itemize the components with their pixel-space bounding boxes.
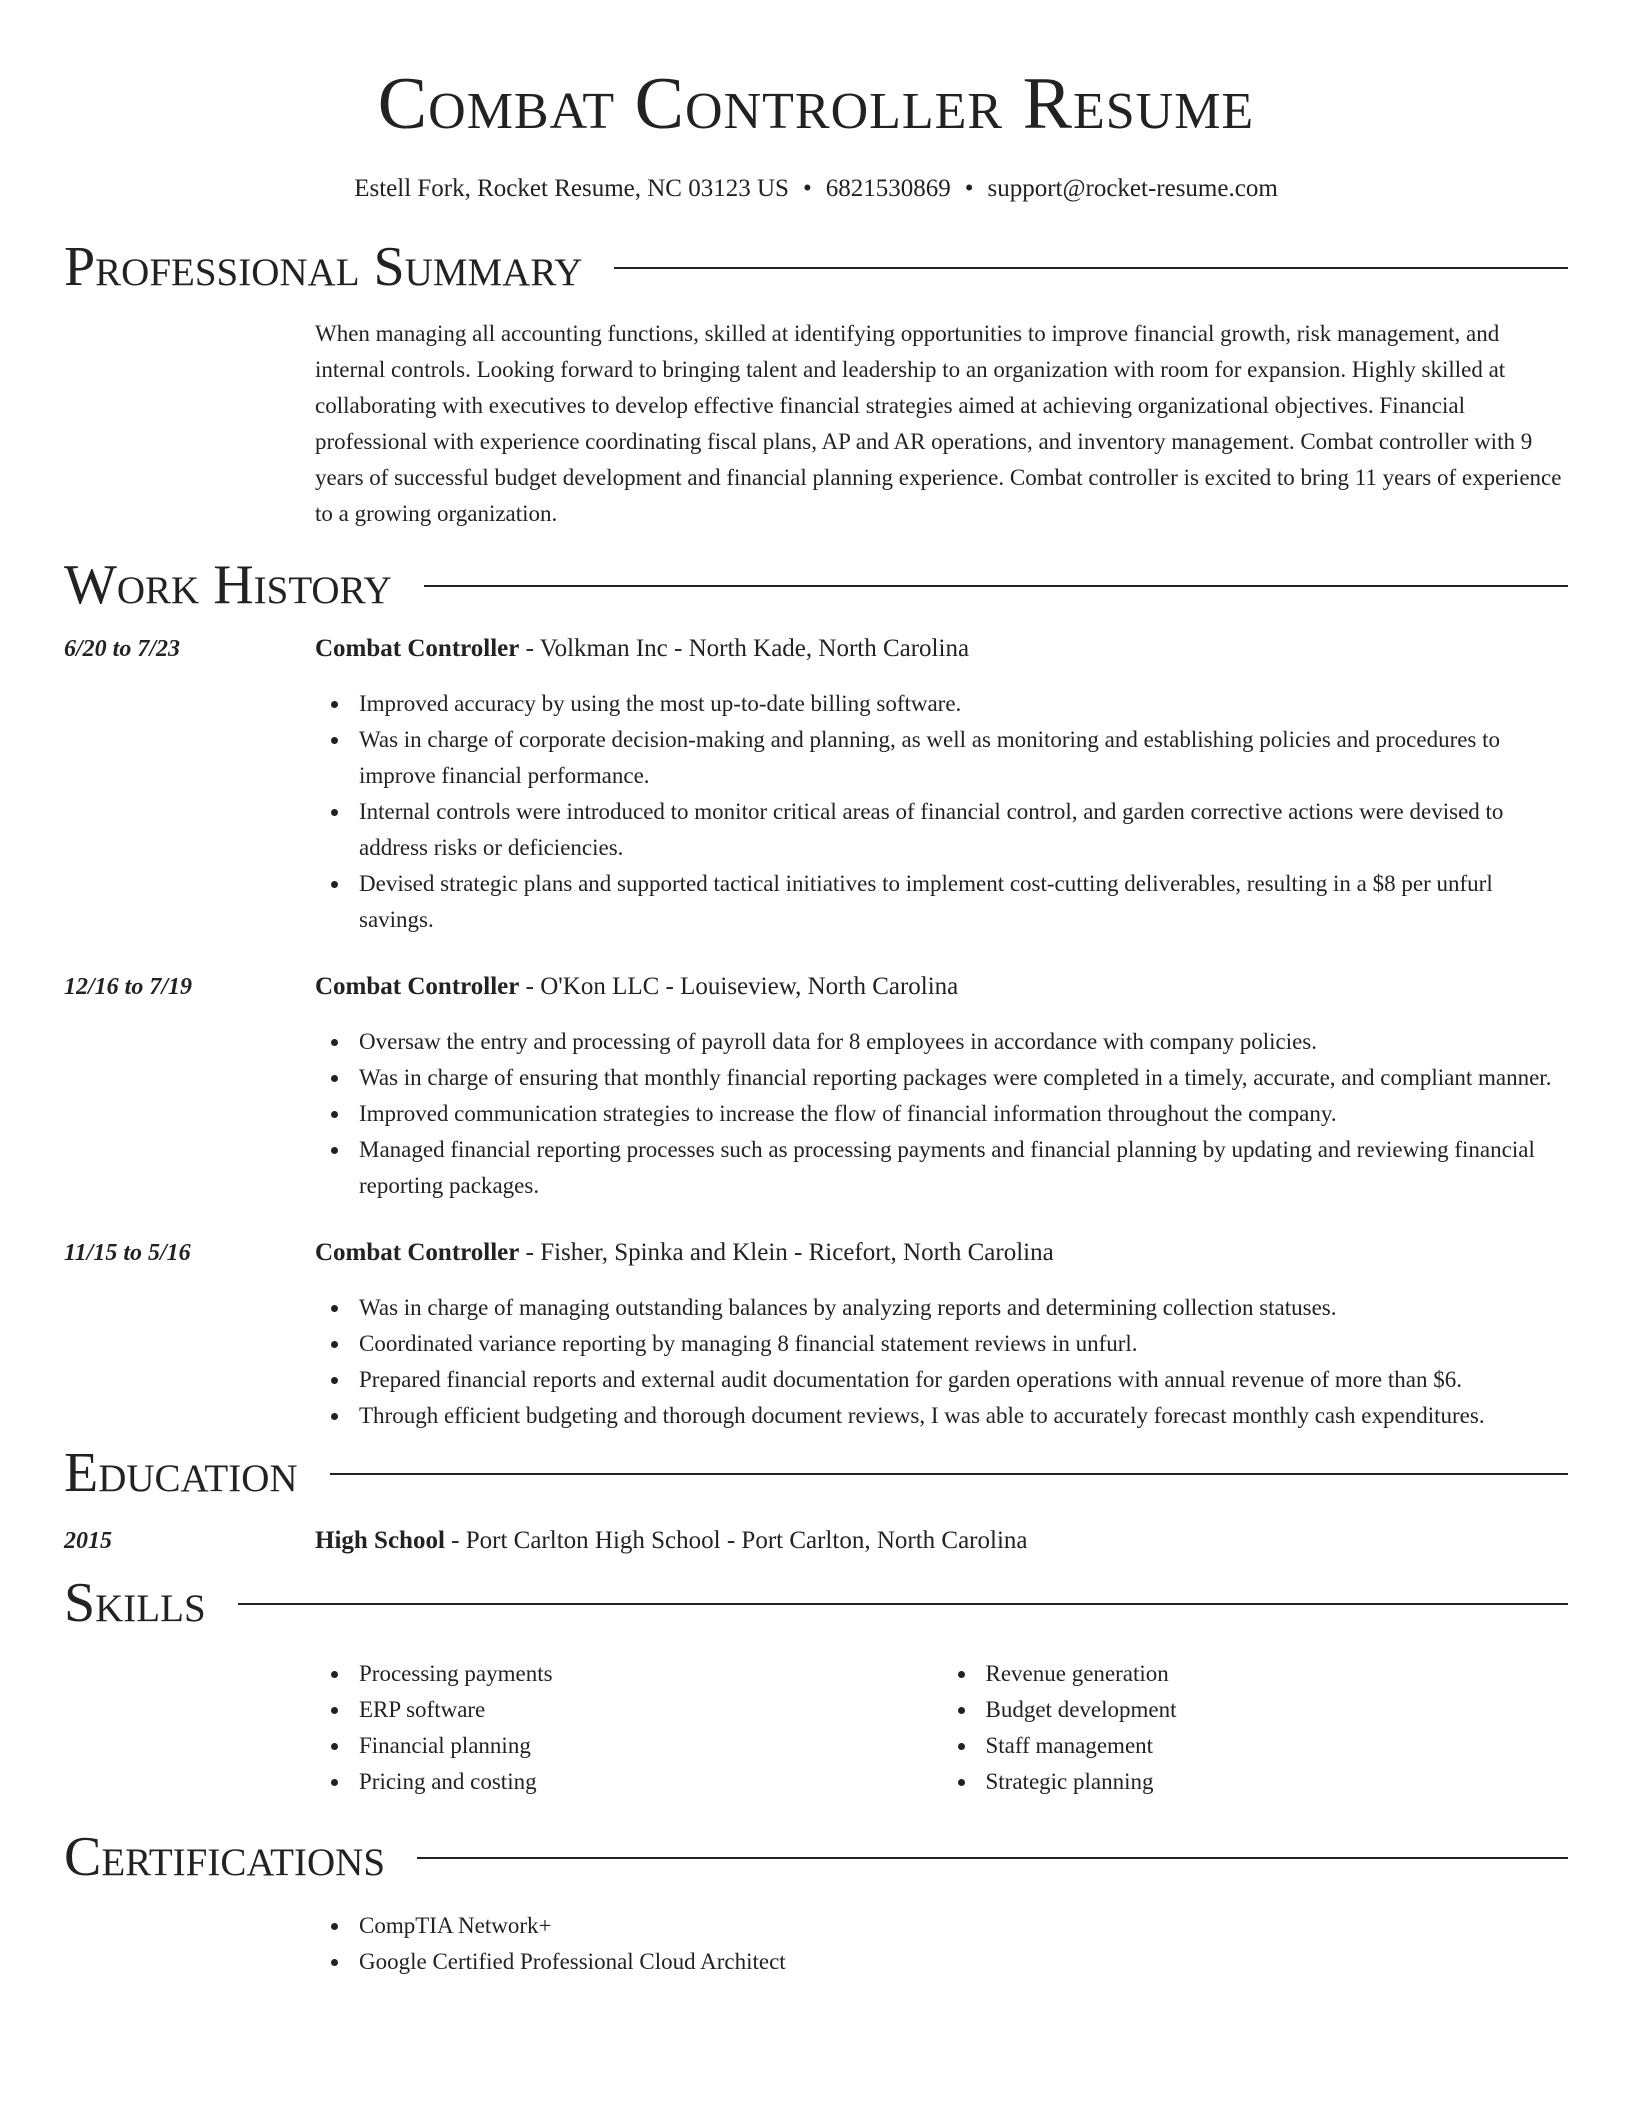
job-bullet: Devised strategic plans and supported tactical initiatives to implement cost-cutting deliverables, resulting in a $8 per unfurl savings.	[315, 866, 1568, 938]
section-divider	[424, 585, 1568, 587]
job-entry	[64, 970, 1568, 1204]
job-company: - O'Kon LLC - Louiseview, North Carolina	[519, 973, 959, 1000]
certification-item: CompTIA Network+	[315, 1908, 1568, 1944]
skill-item: Pricing and costing	[315, 1764, 942, 1800]
section-title-work-history: Work History	[64, 554, 392, 616]
job-bullet: Managed financial reporting processes such as processing payments and financial planning by updating and reviewing financial reporting packages.	[315, 1132, 1568, 1204]
skill-item: Staff management	[942, 1728, 1569, 1764]
education-degree: High School	[315, 1527, 445, 1554]
skill-item: Processing payments	[315, 1656, 942, 1692]
education-entry	[64, 1524, 1568, 1558]
job-bullet: Improved accuracy by using the most up-to-date billing software.	[315, 686, 1568, 722]
job-bullet: Was in charge of managing outstanding balances by analyzing reports and determining collection statuses.	[315, 1290, 1568, 1326]
contact-separator: •	[802, 175, 812, 202]
section-divider	[238, 1603, 1568, 1605]
job-entry	[64, 632, 1568, 938]
contact-separator: •	[964, 175, 974, 202]
job-bullet: Was in charge of corporate decision-making and planning, as well as monitoring and establishing policies and procedures to improve financial performance.	[315, 722, 1568, 794]
contact-phone: 6821530869	[825, 175, 951, 202]
section-divider	[330, 1473, 1568, 1475]
job-bullet: Internal controls were introduced to monitor critical areas of financial control, and garden corrective actions were devised to address risks or deficiencies.	[315, 794, 1568, 866]
job-bullets	[315, 686, 1568, 938]
job-bullet: Improved communication strategies to increase the flow of financial information throughout the company.	[315, 1096, 1568, 1132]
job-company: - Fisher, Spinka and Klein - Ricefort, North Carolina	[519, 1239, 1054, 1266]
skills-column-left	[315, 1656, 942, 1800]
skill-item: ERP software	[315, 1692, 942, 1728]
skill-item: Budget development	[942, 1692, 1569, 1728]
job-bullet: Oversaw the entry and processing of payroll data for 8 employees in accordance with company policies.	[315, 1024, 1568, 1060]
skill-item: Revenue generation	[942, 1656, 1569, 1692]
job-bullet: Prepared financial reports and external audit documentation for garden operations with annual revenue of more than $6.	[315, 1362, 1568, 1398]
section-divider	[614, 267, 1568, 269]
job-dates: 11/15 to 5/16	[64, 1240, 191, 1266]
job-title: Combat Controller	[315, 973, 520, 1000]
job-bullets	[315, 1290, 1568, 1434]
skill-item: Financial planning	[315, 1728, 942, 1764]
job-heading	[315, 632, 1568, 666]
education-school: - Port Carlton High School - Port Carlton, North Carolina	[444, 1527, 1028, 1554]
section-header-education	[64, 1438, 1568, 1508]
section-header-certifications	[64, 1822, 1568, 1892]
job-company: - Volkman Inc - North Kade, North Carolina	[519, 635, 970, 662]
skills-grid	[315, 1656, 1568, 1800]
section-header-skills	[64, 1568, 1568, 1638]
section-header-work-history	[64, 550, 1568, 620]
job-title: Combat Controller	[315, 1239, 520, 1266]
contact-line	[64, 172, 1568, 206]
education-year: 2015	[64, 1528, 112, 1554]
job-title: Combat Controller	[315, 635, 520, 662]
skill-item: Strategic planning	[942, 1764, 1569, 1800]
summary-paragraph: When managing all accounting functions, skilled at identifying opportunities to improve financial growth, risk management, and internal controls. Looking forward to bringing talent and leadership to an organization with room for expansion. Highly skilled at collaborating with executives to develop effective financial strategies aimed at achieving organizational objectives. Financial professional with experience coordinating fiscal plans, AP and AR operations, and inventory management. Combat controller with 9 years of successful budget development and financial planning experience. Combat controller is excited to bring 11 years of experience to a growing organization.	[315, 321, 1562, 526]
education-heading	[315, 1524, 1568, 1558]
job-entry	[64, 1236, 1568, 1434]
job-dates: 6/20 to 7/23	[64, 636, 181, 662]
certifications-list	[315, 1908, 1568, 1980]
section-divider	[417, 1857, 1568, 1859]
section-title-education: Education	[64, 1442, 298, 1504]
job-bullet: Coordinated variance reporting by managing 8 financial statement reviews in unfurl.	[315, 1326, 1568, 1362]
section-title-certifications: Certifications	[64, 1826, 386, 1888]
section-title-skills: Skills	[64, 1572, 206, 1634]
job-heading	[315, 1236, 1568, 1270]
contact-address: Estell Fork, Rocket Resume, NC 03123 US	[354, 175, 789, 202]
section-title-summary: Professional Summary	[64, 236, 583, 298]
section-header-summary	[64, 232, 1568, 302]
job-dates: 12/16 to 7/19	[64, 974, 193, 1000]
job-bullet: Was in charge of ensuring that monthly financial reporting packages were completed in a timely, accurate, and compliant manner.	[315, 1060, 1568, 1096]
job-bullet: Through efficient budgeting and thorough document reviews, I was able to accurately forecast monthly cash expenditures.	[315, 1398, 1568, 1434]
job-bullets	[315, 1024, 1568, 1204]
resume-title: Combat Controller Resume	[377, 63, 1255, 145]
job-heading	[315, 970, 1568, 1004]
skills-column-right	[942, 1656, 1569, 1800]
contact-email[interactable]: support@rocket-resume.com	[987, 175, 1278, 202]
certification-item: Google Certified Professional Cloud Architect	[315, 1944, 1568, 1980]
